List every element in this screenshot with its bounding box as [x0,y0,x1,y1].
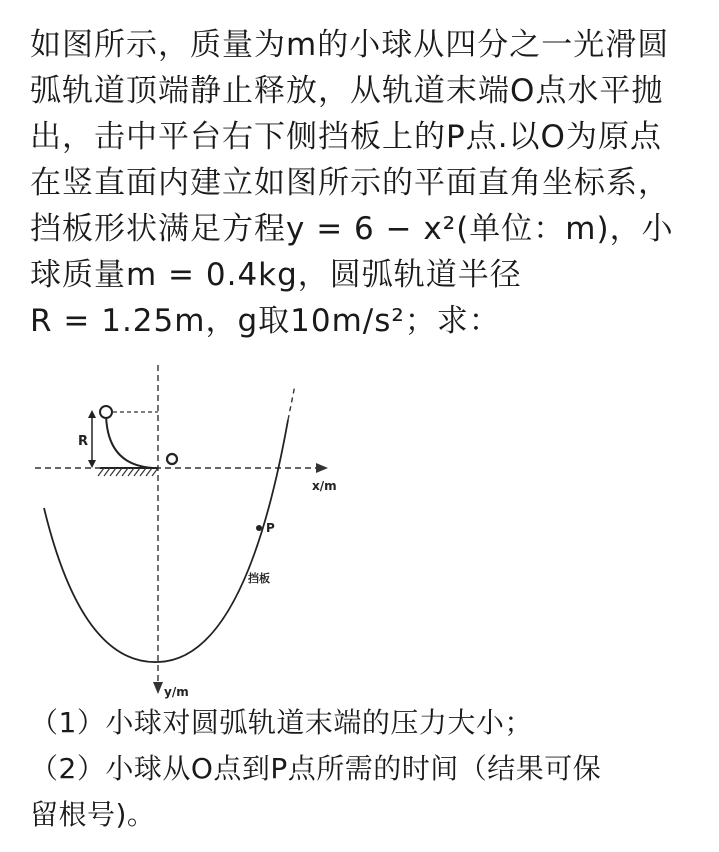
radius-arrow-top [88,410,96,418]
diagram-svg [30,360,360,700]
problem-line-2: 弧轨道顶端静止释放，从轨道末端O点水平抛 [30,73,664,109]
label-y-axis: y/m [164,685,189,699]
physics-diagram [30,360,360,700]
problem-line-4: 在竖直面内建立如图所示的平面直角坐标系， [30,165,670,201]
board-curve [44,420,288,662]
radius-arrow-bottom [88,460,96,468]
x-axis-arrow [316,463,328,473]
question-2-line-2: 留根号)。 [30,798,156,831]
problem-line-6: 球质量m = 0.4kg，圆弧轨道半径 [30,257,522,293]
problem-line-5: 挡板形状满足方程y = 6 − x²(单位：m)，小 [30,211,674,247]
problem-line-7: R = 1.25m，g取10m/s²；求： [30,303,501,339]
board-curve-extension [288,385,295,420]
y-axis-arrow [153,682,163,694]
platform-hatching [98,468,158,476]
origin-marker [167,454,177,464]
label-board: 挡板 [248,572,270,585]
arc-track [106,412,158,468]
label-x-axis: x/m [312,479,337,493]
label-R: R [78,434,89,449]
label-P: P [266,521,275,535]
point-P [256,525,262,531]
problem-line-3: 出，击中平台右下侧挡板上的P点.以O为原点 [30,119,662,155]
ball [100,406,112,418]
problem-statement [30,22,695,344]
problem-line-1: 如图所示，质量为m的小球从四分之一光滑圆 [30,27,670,63]
question-1: （1）小球对圆弧轨道末端的压力大小； [30,706,533,739]
question-2-line-1: （2）小球从O点到P点所需的时间（结果可保 [30,752,602,785]
questions [30,700,695,838]
